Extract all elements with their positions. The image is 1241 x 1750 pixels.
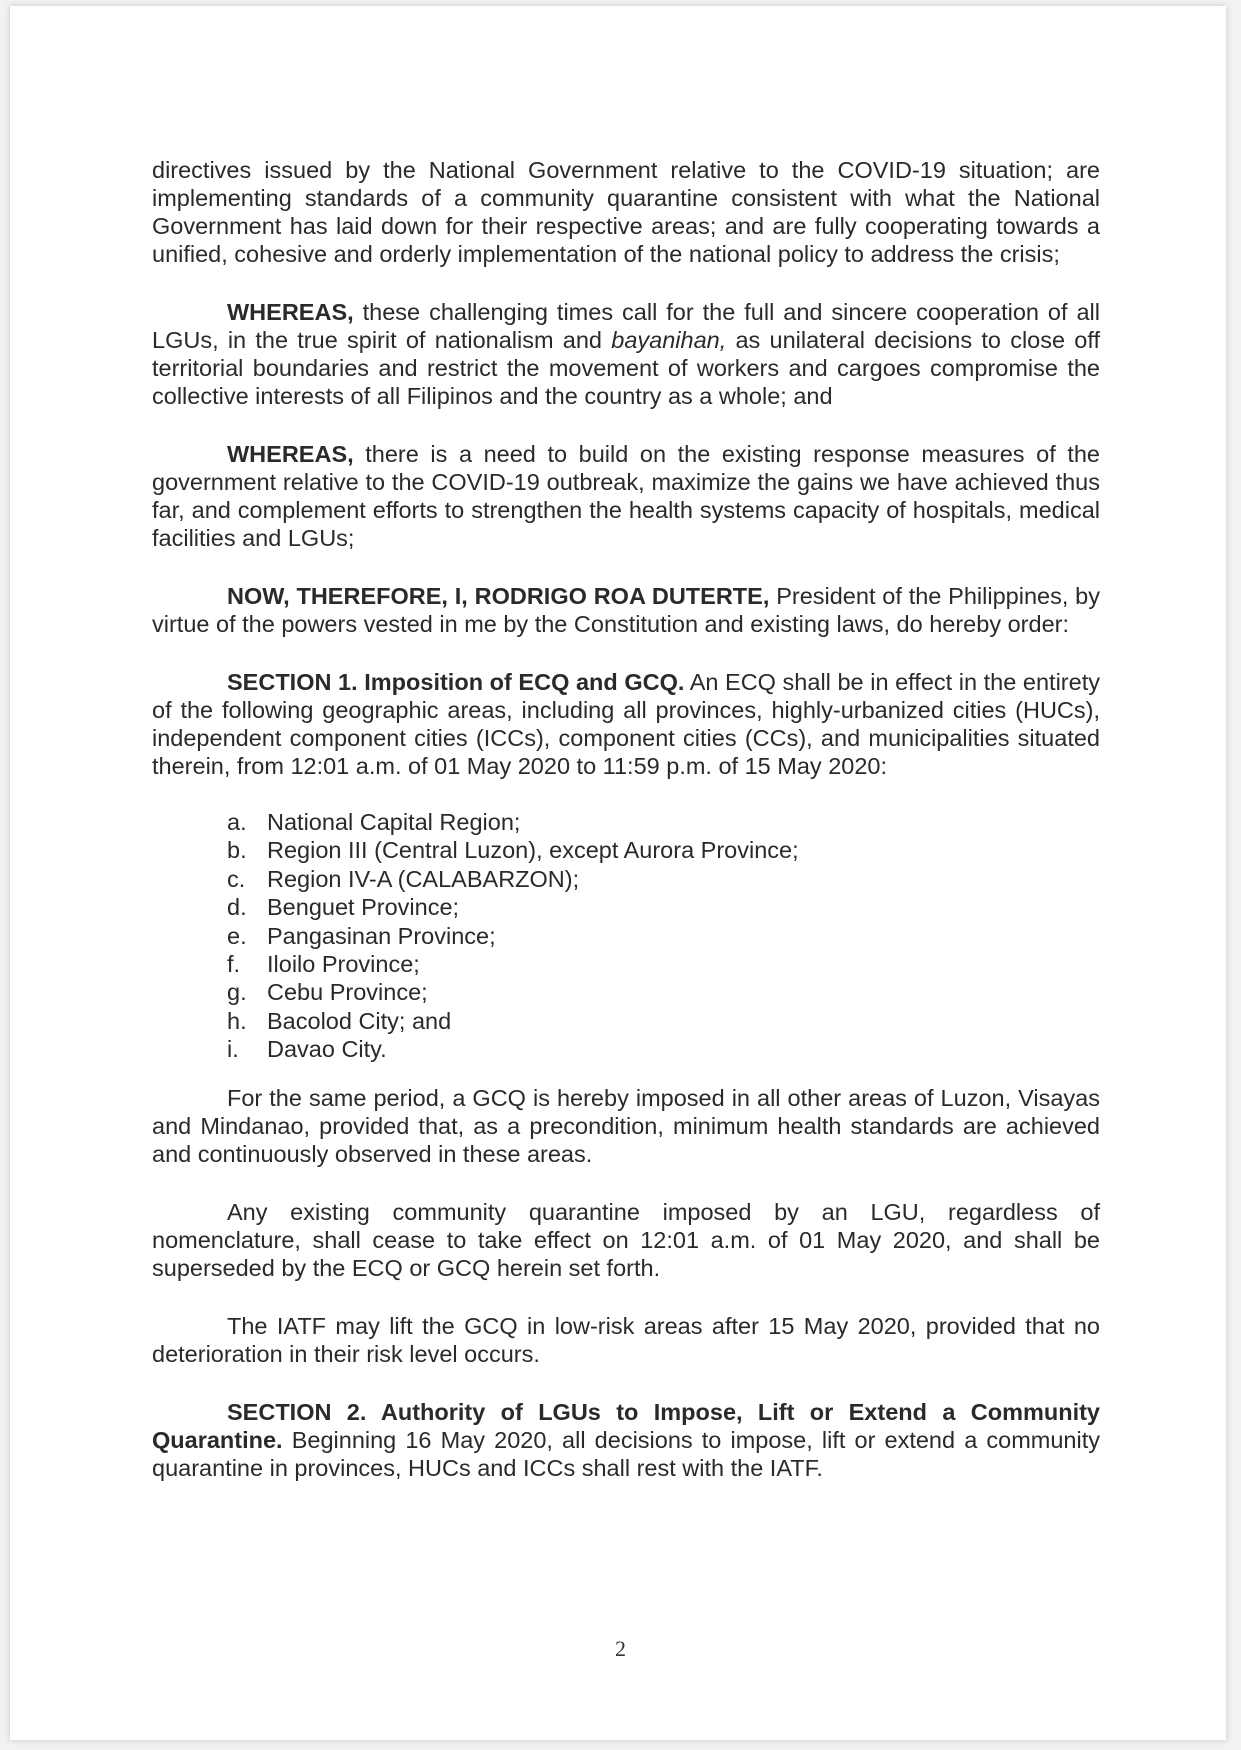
paragraph-gcq: For the same period, a GCQ is hereby imposed in all other areas of Luzon, Visayas and Mindanao, provided that, as a precondition, minimum health standards are achieved and continuously observed in these areas.: [152, 1084, 1100, 1167]
whereas-keyword: WHEREAS,: [227, 299, 354, 325]
section-2-label: SECTION 2: [227, 1398, 360, 1425]
section-2-title: . Authority of LGUs to Impose, Lift or Extend a Community Quarantine.: [152, 1398, 1100, 1453]
document-page: [10, 6, 1226, 1740]
list-item: [227, 1007, 1100, 1035]
list-item-letter: a.: [227, 809, 247, 835]
list-item-letter: h.: [227, 1007, 247, 1034]
list-item: [227, 865, 1100, 893]
paragraph-iatf-lift: The IATF may lift the GCQ in low-risk areas after 15 May 2020, provided that no deterioration in their risk level occurs.: [152, 1312, 1100, 1367]
paragraph-text: An ECQ shall be in effect in the entirety of the following geographic areas, including all provinces, highly-urbanized cities (HUCs), independent component cities (ICCs), component cities (CCs), and municipalities situated therein, from 12:01 a.m. of 01 May 2020 to 11:59 p.m. of 15 May 2020:: [152, 669, 1100, 779]
document-body: [152, 156, 1100, 1482]
list-item-text: Bacolod City; and: [267, 1007, 452, 1034]
list-item: [227, 978, 1100, 1006]
paragraph-now-therefore: [152, 582, 1100, 638]
paragraph-text: Beginning 16 May 2020, all decisions to impose, lift or extend a community quarantine in provinces, HUCs and ICCs shall rest with the IATF.: [152, 1426, 1100, 1481]
list-item-text: National Capital Region;: [267, 809, 521, 835]
list-item-text: Region IV-A (CALABARZON);: [267, 865, 580, 892]
paragraph-text: as unilateral decisions to close off territorial boundaries and restrict the movement of workers and cargoes compromise the collective interests of all Filipinos and the country as a whole; and: [152, 327, 1100, 409]
list-item-text: Davao City.: [267, 1036, 387, 1063]
paragraph-directives: directives issued by the National Government relative to the COVID-19 situation; are implementing standards of a community quarantine consistent with what the National Government has laid down for their respective areas; and are fully cooperating towards a unified, cohesive and orderly implementation of the national policy to address the crisis;: [152, 157, 1100, 267]
paragraph-text: there is a need to build on the existing response measures of the government relative to the COVID-19 outbreak, maximize the gains we have achieved thus far, and complement efforts to strengthen the health systems capacity of hospitals, medical facilities and LGUs;: [152, 441, 1100, 551]
section-1-paragraph: [152, 668, 1100, 780]
list-item: [227, 808, 1100, 836]
now-therefore-keyword: NOW, THEREFORE, I, RODRIGO ROA DUTERTE,: [227, 583, 770, 609]
paragraph-existing-quarantine: Any existing community quarantine imposed by an LGU, regardless of nomenclature, shall cease to take effect on 12:01 a.m. of 01 May 2020, and shall be superseded by the ECQ or GCQ herein set forth.: [152, 1198, 1100, 1281]
list-item-text: Cebu Province;: [267, 979, 428, 1006]
list-item-text: Region III (Central Luzon), except Aurora Province;: [267, 837, 799, 864]
paragraph-whereas-response: [152, 440, 1100, 552]
ecq-areas-list: [152, 808, 1100, 1064]
whereas-keyword: WHEREAS,: [227, 441, 354, 467]
paragraph-text: President of the Philippines, by virtue of the powers vested in me by the Constitution and existing laws, do hereby order:: [152, 583, 1100, 637]
list-item-text: Benguet Province;: [267, 894, 460, 921]
list-item-letter: c.: [227, 865, 246, 892]
list-item-text: Iloilo Province;: [267, 950, 420, 977]
page-number: 2: [615, 1636, 626, 1661]
list-item-letter: b.: [227, 837, 247, 864]
list-item: [227, 950, 1100, 978]
section-2-paragraph: [152, 1398, 1100, 1482]
list-item-letter: d.: [227, 894, 247, 921]
list-item-text: Pangasinan Province;: [267, 922, 496, 949]
list-item: [227, 836, 1100, 864]
list-item-letter: i.: [227, 1036, 239, 1063]
list-item-letter: f.: [227, 950, 241, 977]
section-1-label: SECTION 1: [227, 669, 352, 695]
list-item: [227, 1035, 1100, 1063]
paragraph-text: these challenging times call for the full and sincere cooperation of all LGUs, in the true spirit of nationalism and: [152, 299, 1100, 353]
list-item-letter: e.: [227, 922, 247, 949]
italic-term: bayanihan,: [611, 327, 727, 353]
section-1-title: . Imposition of ECQ and GCQ.: [351, 669, 685, 695]
list-item: [227, 922, 1100, 950]
list-item: [227, 893, 1100, 921]
paragraph-whereas-cooperation: [152, 298, 1100, 410]
list-item-letter: g.: [227, 979, 247, 1006]
